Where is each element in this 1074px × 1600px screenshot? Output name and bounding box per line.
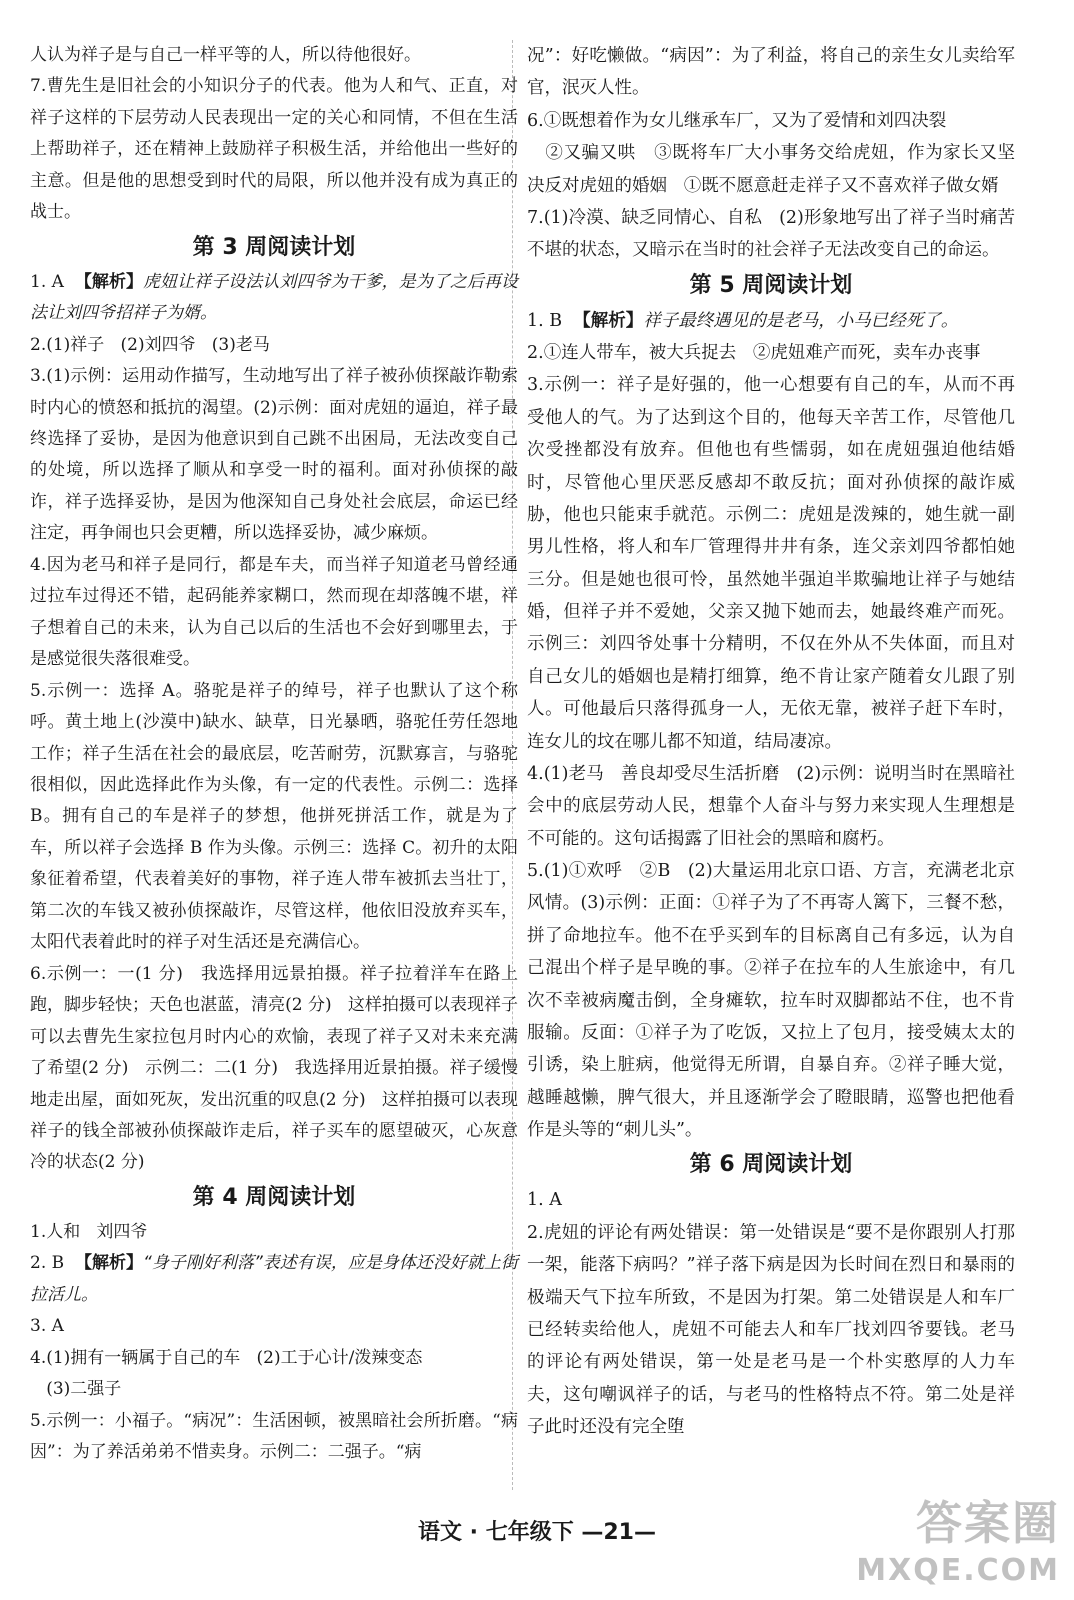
analysis-note: 祥子最终遇见的是老马，小马已经死了。 bbox=[643, 310, 959, 331]
analysis-tag: 【解析】 bbox=[74, 1253, 144, 1274]
left-column bbox=[30, 40, 524, 1468]
week-6-answer-1: 1. A bbox=[527, 1190, 562, 1211]
analysis-note: “身子刚好利落”表述有误，应是身体还没好就上街拉活儿。 bbox=[30, 1253, 518, 1305]
right-column bbox=[527, 40, 1015, 1443]
answer-number: 1. B bbox=[527, 310, 574, 331]
week-4-answer-5: 5.示例一：小福子。“病况”：生活困顿，被黑暗社会所折磨。“病因”：为了养活弟弟不惜卖身。示例二：二强子。“病 bbox=[30, 1410, 518, 1463]
week-4-heading: 第 4 周阅读计划 bbox=[192, 1184, 356, 1210]
answer-6: 6.①既想着作为女儿继承车厂，又为了爱情和刘四决裂 ②又骗又哄 ③既将车厂大小事务交给虎妞，作为家长又坚决反对虎妞的婚姻 ①既不愿意赶走祥子又不喜欢祥子做女婿 bbox=[527, 110, 1015, 196]
week-5-answer-1 bbox=[527, 305, 1015, 337]
week-4-answer-3: 3. A bbox=[30, 1316, 64, 1337]
week-6-heading: 第 6 周阅读计划 bbox=[689, 1152, 853, 1178]
week-4-answer-4: 4.(1)拥有一辆属于自己的车 (2)工于心计/泼辣变态 (3)二强子 bbox=[30, 1347, 423, 1400]
week-5-heading: 第 5 周阅读计划 bbox=[689, 272, 853, 298]
analysis-tag: 【解析】 bbox=[74, 271, 144, 292]
watermark-text: 答案圈 bbox=[916, 1496, 1060, 1550]
answer-number: 1. A bbox=[30, 271, 75, 292]
week-5-answer-4: 4.(1)老马 善良却受尽生活折磨 (2)示例：说明当时在黑暗社会中的底层劳动人民，想靠个人奋斗与努力来实现人生理想是不可能的。这句话揭露了旧社会的黑暗和腐朽。 bbox=[527, 763, 1015, 849]
watermark-site: MXQE.COM bbox=[856, 1553, 1060, 1588]
week-3-answer-3: 3.(1)示例：运用动作描写，生动地写出了祥子被孙侦探敲诈勒索时内心的愤怒和抵抗的渴望。(2)示例：面对虎妞的逼迫，祥子最终选择了妥协，是因为他意识到自己跳不出困局，无法改变自己的处境，所以选择了顺从和享受一时的福利。面对孙侦探的敲诈，祥子选择妥协，是因为他深知自己身处社会底层，命运已经注定，再争闹也只会更糟，所以选择妥协，减少麻烦。 bbox=[30, 366, 518, 544]
answer-number: 2. B bbox=[30, 1253, 75, 1274]
analysis-tag: 【解析】 bbox=[573, 310, 644, 331]
watermark-logo bbox=[856, 1487, 1060, 1588]
paragraph: 人认为祥子是与自己一样平等的人，所以待他很好。 bbox=[30, 45, 421, 65]
week-5-answer-5: 5.(1)①欢呼 ②B (2)大量运用北京口语、方言，充满老北京风情。(3)示例：正面：①祥子为了不再寄人篱下，三餐不愁，拼了命地拉车。他不在乎买到车的目标离自己有多远，认为自己混出个样子是早晚的事。②祥子在拉车的人生旅途中，有几次不幸被病魔击倒，全身瘫软，拉车时双脚都站不住，也不肯服输。反面：①祥子为了吃饭，又拉上了包月，接受姨太太的引诱，染上脏病，他觉得无所谓，自暴自弃。②祥子睡大觉，越睡越懒，脾气很大，并且逐渐学会了瞪眼睛，巡警也把他看作是头等的“刺儿头”。 bbox=[527, 861, 1015, 1140]
page-footer: 语文 · 七年级下 —21— bbox=[418, 1520, 656, 1545]
week-3-answer-6: 6.示例一：一(1 分) 我选择用远景拍摄。祥子拉着洋车在路上跑，脚步轻快；天色也湛蓝，清亮(2 分) 这样拍摄可以表现祥子可以去曹先生家拉包月时内心的欢愉，表现了祥子又对未来充满了希望(2 分) 示例二：二(1 分) 我选择用近景拍摄。祥子缓慢地走出屋，面如死灰，发出沉重的叹息(2 分) 这样拍摄可以表现祥子的钱全部被孙侦探敲诈走后，祥子买车的愿望破灭，心灰意冷的状态(2 分) bbox=[30, 963, 518, 1173]
week-3-answer-1 bbox=[30, 267, 518, 330]
week-5-answer-2: 2.①连人带车，被大兵捉去 ②虎妞难产而死，卖车办丧事 bbox=[527, 343, 981, 363]
week-4-answer-2 bbox=[30, 1248, 518, 1311]
answer-7: 7.(1)冷漠、缺乏同情心、自私 (2)形象地写出了祥子当时痛苦不堪的状态，又暗示在当时的社会祥子无法改变自己的命运。 bbox=[527, 207, 1015, 261]
week-4-answer-1: 1.人和 刘四爷 bbox=[30, 1221, 148, 1242]
week-5-answer-3: 3.示例一：祥子是好强的，他一心想要有自己的车，从而不再受他人的气。为了达到这个目的，他每天辛苦工作，尽管他几次受挫都没有放弃。但他也有些懦弱，如在虎妞强迫他结婚时，尽管他心里厌恶反感却不敢反抗；面对孙侦探的敲诈威胁，他也只能束手就范。示例二：虎妞是泼辣的，她生就一副男儿性格，将人和车厂管理得井井有条，连父亲刘四爷都怕她三分。但是她也很可怜，虽然她半强迫半欺骗地让祥子与她结婚，但祥子并不爱她，父亲又抛下她而去，她最终难产而死。示例三：刘四爷处事十分精明，不仅在外从不失体面，而且对自己女儿的婚姻也是精打细算，绝不肯让家产随着女儿跟了别人。可他最后只落得孤身一人，无依无靠，被祥子赶下车时，连女儿的坟在哪儿都不知道，结局凄凉。 bbox=[527, 375, 1015, 752]
answer-7: 7.曹先生是旧社会的小知识分子的代表。他为人和气、正直，对祥子这样的下层劳动人民表现出一定的关心和同情，不但在生活上帮助祥子，还在精神上鼓励祥子积极生活，并给他出一些好的主意。但是他的思想受到时代的局限，所以他并没有成为真正的战士。 bbox=[30, 76, 518, 223]
paragraph: 况”：好吃懒做。“病因”：为了利益，将自己的亲生女儿卖给军官，泯灭人性。 bbox=[527, 46, 1015, 99]
analysis-note: 虎妞让祥子设法认刘四爷为干爹，是为了之后再设法让刘四爷招祥子为婿。 bbox=[30, 271, 519, 324]
week-3-answer-5: 5.示例一：选择 A。骆驼是祥子的绰号，祥子也默认了这个称呼。黄土地上(沙漠中)缺水、缺草，日光暴晒，骆驼任劳任怨地工作；祥子生活在社会的最底层，吃苦耐劳，沉默寡言，与骆驼很相似，因此选择此作为头像，有一定的代表性。示例二：选择 B。拥有自己的车是祥子的梦想，他拼死拼活工作，就是为了车，所以祥子会选择 B 作为头像。示例三：选择 C。初升的太阳象征着希望，代表着美好的事物，祥子连人带车被抓去当壮丁，第二次的车钱又被孙侦探敲诈，尽管这样，他依旧没放弃买车，太阳代表着此时的祥子对生活还是充满信心。 bbox=[30, 680, 524, 953]
week-6-answer-2: 2.虎妞的评论有两处错误：第一处错误是“要不是你跟别人打那一架，能落下病吗？”祥子落下病是因为长时间在烈日和暴雨的极端天气下拉车所致，不是因为打架。第二处错误是人和车厂已经转卖给他人，虎妞不可能去人和车厂找刘四爷要钱。老马的评论有两处错误，第一处是老马是一个朴实憨厚的人力车夫，这句嘲讽祥子的话，与老马的性格特点不符。第二处是祥子此时还没有完全堕 bbox=[527, 1222, 1015, 1437]
week-3-answer-4: 4.因为老马和祥子是同行，都是车夫，而当祥子知道老马曾经通过拉车过得还不错，起码能养家糊口，然而现在却落魄不堪，祥子想着自己的未来，认为自己以后的生活也不会好到哪里去，于是感觉很失落很难受。 bbox=[30, 554, 518, 670]
week-3-answer-2: 2.(1)祥子 (2)刘四爷 (3)老马 bbox=[30, 334, 270, 355]
week-3-heading: 第 3 周阅读计划 bbox=[192, 234, 356, 260]
